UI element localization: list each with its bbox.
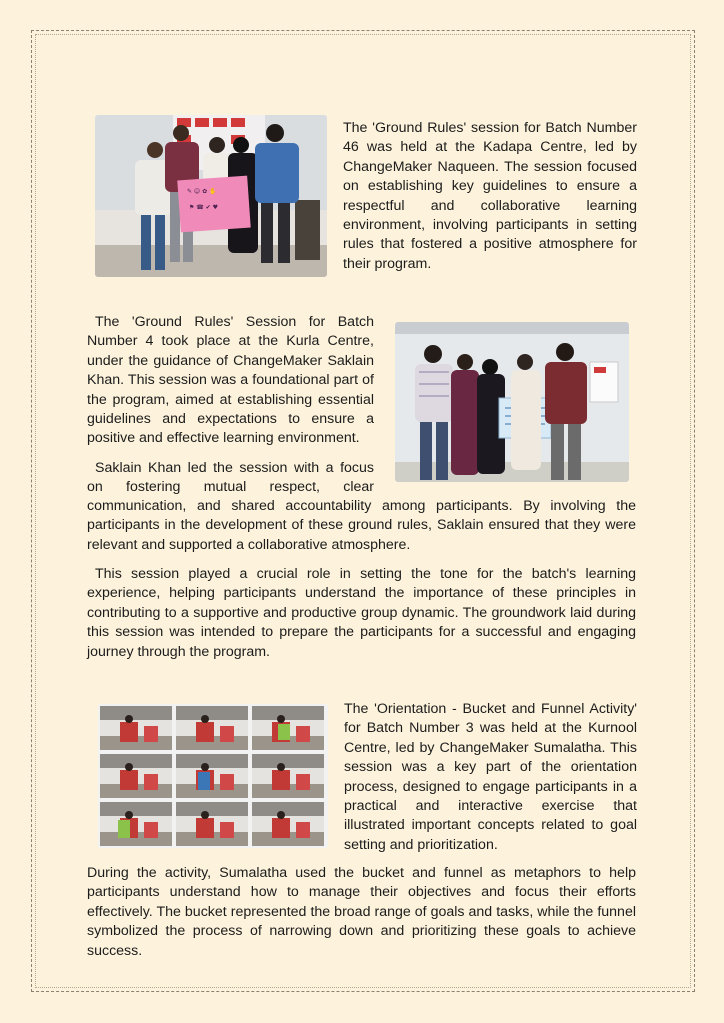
kurla-paragraph-3: This session played a crucial role in setting the tone for the batch's learning experience, helping participants understand the importance of these principles in contributing to a supportive and productive group dynamic. The groundwork laid during this session was intended to prepare the participants for a successful and engaging journey through the program. xyxy=(87,566,636,660)
kurnool-paragraph-2: During the activity, Sumalatha used the bucket and funnel as metaphors to help participants understand how to manage their objectives and focus their efforts effectively. The bucket represented the broad range of goals and tasks, while the funnel symbolized the process of narrowing down and prioritizing these goals to achieve success. xyxy=(87,865,636,959)
kurla-paragraph-2a: Saklain Khan led the session with a focus on fostering mutual respect, clear xyxy=(87,460,374,496)
kurla-paragraph-2b: communication, and shared accountability among participants. By involving the participants in the development of these ground rules, Saklain ensured that they were relevant and supported a collaborative atmosphere. xyxy=(87,498,636,553)
svg-text:✎ ☺ ✿ ✋: ✎ ☺ ✿ ✋ xyxy=(187,188,217,195)
kadapa-group-photo xyxy=(95,115,327,277)
kurla-paragraph-1: The 'Ground Rules' Session for Batch Number 4 took place at the Kurla Centre, under the guidance of ChangeMaker Saklain Khan. This session was a foundational part of the program, aimed at establishing essential guidelines and expectations to ensure a positive and effective learning environment. xyxy=(87,314,374,447)
kurla-group-photo xyxy=(395,322,629,482)
svg-text:⚑ ☎ ✔ ♥: ⚑ ☎ ✔ ♥ xyxy=(189,204,218,211)
kurnool-photo-collage xyxy=(98,704,328,848)
kadapa-paragraph: The 'Ground Rules' session for Batch Number 46 was held at the Kadapa Centre, led by ChangeMaker Naqueen. The session focused on establishing key guidelines to ensure a respectful and collaborative learning environment, involving participants in setting rules that fostered a positive atmosphere for their program. xyxy=(343,120,637,272)
kurnool-paragraph-1: The 'Orientation - Bucket and Funnel Activity' for Batch Number 3 was held at the Kurnool Centre, led by ChangeMaker Sumalatha. This session was a key part of the orientation process, designed to engage participants in a practical and interactive exercise that illustrated important concepts related to goal setting and prioritization. xyxy=(344,701,637,853)
